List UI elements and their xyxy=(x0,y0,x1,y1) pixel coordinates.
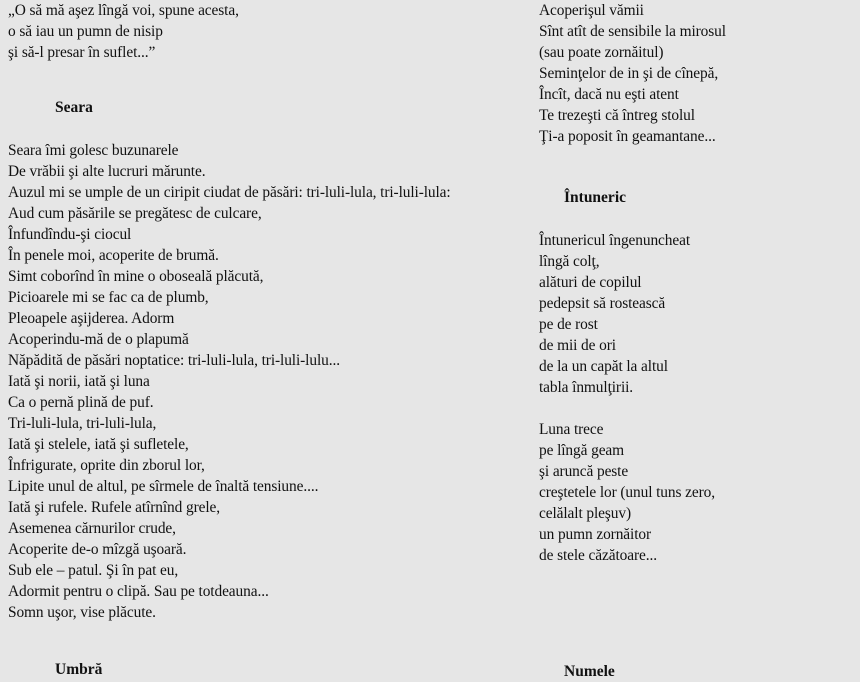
text-line: Acoperindu-mă de o plapumă xyxy=(8,331,189,348)
text-line: De vrăbii şi alte lucruri mărunte. xyxy=(8,163,206,180)
text-line: Lipite unul de altul, pe sîrmele de înaltă tensiune.... xyxy=(8,478,319,495)
text-line: Iată şi norii, iată şi luna xyxy=(8,373,150,390)
text-line: şi aruncă peste xyxy=(539,463,629,480)
text-line: Pleoapele aşijderea. Adorm xyxy=(8,310,175,327)
intro-stanza xyxy=(8,0,239,63)
text-line: un pumn zornăitor xyxy=(539,526,651,543)
text-line: celălalt pleşuv) xyxy=(539,505,631,522)
text-line: creştetele lor (unul tuns zero, xyxy=(539,484,715,501)
text-line: pe de rost xyxy=(539,316,598,333)
text-line: Ţi-a poposit în geamantane... xyxy=(539,128,716,145)
text-line: Auzul mi se umple de un ciripit ciudat de păsări: tri-luli-lula, tri-luli-lula: xyxy=(8,184,451,201)
text-line: de la un capăt la altul xyxy=(539,358,668,375)
text-line: Ca o pernă plină de puf. xyxy=(8,394,154,411)
text-line: Seara îmi golesc buzunarele xyxy=(8,142,179,159)
text-line: Seminţelor de in şi de cînepă, xyxy=(539,65,719,82)
text-line: Acoperite de-o mîzgă uşoară. xyxy=(8,541,187,558)
text-line: lîngă colţ, xyxy=(539,253,600,270)
text-line: Sînt atît de sensibile la mirosul xyxy=(539,23,726,40)
text-line: Adormit pentru o clipă. Sau pe totdeauna... xyxy=(8,583,269,600)
text-line: alături de copilul xyxy=(539,274,642,291)
poem-intuneric-stanza-2 xyxy=(539,419,715,566)
text-line: tabla înmulţirii. xyxy=(539,379,634,396)
text-line: Iată şi stelele, iată şi sufletele, xyxy=(8,436,189,453)
text-line: pe lîngă geam xyxy=(539,442,625,459)
poem-title-intuneric: Întuneric xyxy=(564,189,626,206)
text-line: „O să mă aşez lîngă voi, spune acesta, xyxy=(8,2,239,19)
text-line: Acoperişul vămii xyxy=(539,2,644,19)
text-line: Înfrigurate, oprite din zborul lor, xyxy=(8,457,205,474)
previous-poem-tail xyxy=(539,0,726,147)
text-line: Întunericul îngenuncheat xyxy=(539,232,691,249)
text-line: Încît, dacă nu eşti atent xyxy=(539,86,679,103)
text-line: Simt coborînd în mine o oboseală plăcută, xyxy=(8,268,264,285)
text-line: de stele căzătoare... xyxy=(539,547,657,564)
text-line: pedepsit să rostească xyxy=(539,295,666,312)
text-line: Iată şi rufele. Rufele atîrnînd grele, xyxy=(8,499,220,516)
poem-seara-body xyxy=(8,140,451,623)
text-line: Picioarele mi se fac ca de plumb, xyxy=(8,289,209,306)
poem-title-seara: Seara xyxy=(55,99,93,116)
poem-title-umbra: Umbră xyxy=(55,661,103,678)
text-line: de mii de ori xyxy=(539,337,616,354)
text-line: Asemenea cărnurilor crude, xyxy=(8,520,176,537)
text-line: Tri-luli-lula, tri-luli-lula, xyxy=(8,415,157,432)
text-line: o să iau un pumn de nisip xyxy=(8,23,163,40)
text-line: Aud cum păsările se pregătesc de culcare, xyxy=(8,205,262,222)
poem-intuneric-stanza-1 xyxy=(539,230,690,398)
text-line: Năpădită de păsări noptatice: tri-luli-lula, tri-luli-lulu... xyxy=(8,352,340,369)
text-line: şi să-l presar în suflet...” xyxy=(8,44,156,61)
text-line: În penele moi, acoperite de brumă. xyxy=(8,247,219,264)
text-line: Luna trece xyxy=(539,421,604,438)
text-line: Înfundîndu-şi ciocul xyxy=(8,226,132,243)
text-line: (sau poate zornăitul) xyxy=(539,44,664,61)
text-line: Sub ele – patul. Şi în pat eu, xyxy=(8,562,179,579)
poem-title-numele: Numele xyxy=(564,663,615,680)
text-line: Somn uşor, vise plăcute. xyxy=(8,604,156,621)
text-line: Te trezeşti că întreg stolul xyxy=(539,107,695,124)
